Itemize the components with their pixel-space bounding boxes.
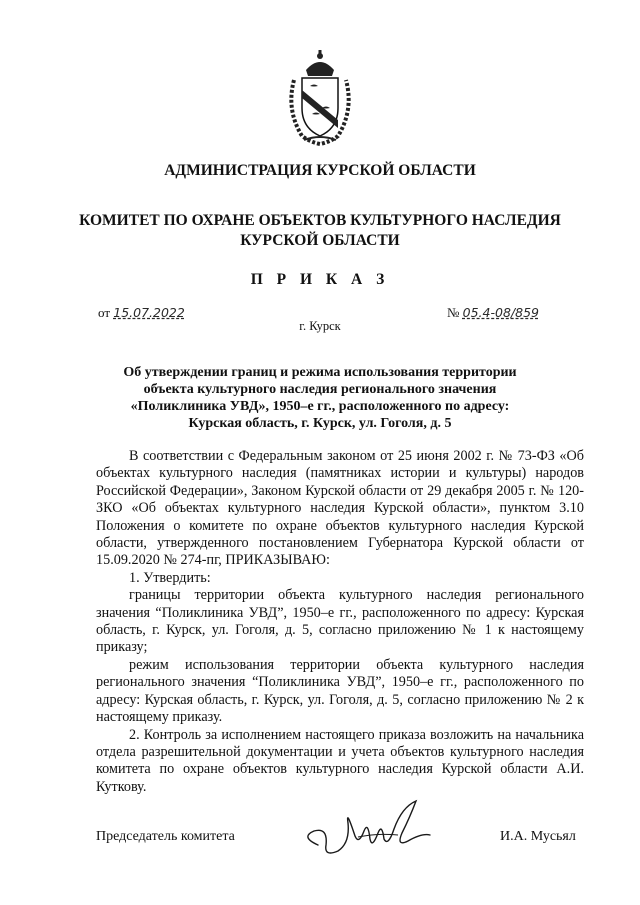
subject-line: Курская область, г. Курск, ул. Гоголя, д. 5 — [188, 416, 452, 431]
body-paragraph: 1. Утвердить: — [129, 569, 211, 586]
administration-title: АДМИНИСТРАЦИЯ КУРСКОЙ ОБЛАСТИ — [164, 162, 476, 179]
number-value: 05.4-08/859 — [462, 305, 539, 320]
date-value: 15.07.2022 — [113, 305, 185, 320]
city-label: г. Курск — [299, 319, 341, 333]
date-prefix: от — [98, 305, 111, 320]
committee-title-line2: КУРСКОЙ ОБЛАСТИ — [240, 232, 400, 249]
signatory-title: Председатель комитета — [96, 829, 235, 844]
body-paragraph: 2. Контроль за исполнением настоящего приказа возложить на начальника отдела разрешительной документации и учета объектов культурного наследия комитета по охране объектов культурного наследия Курской области А.И. Куткову. — [96, 726, 584, 795]
document-type: П Р И К А З — [250, 271, 390, 288]
signatory-name: И.А. Мусьял — [500, 829, 576, 844]
order-body — [96, 448, 584, 796]
subject-line: Об утверждении границ и режима использования территории — [123, 365, 517, 380]
committee-title-line1: КОМИТЕТ ПО ОХРАНЕ ОБЪЕКТОВ КУЛЬТУРНОГО НАСЛЕДИЯ — [79, 212, 561, 229]
number-prefix: № — [447, 305, 460, 320]
body-paragraph: режим использования территории объекта культурного наследия регионального значения “Поликлиника УВД”, 1950–е гг., расположенного по адресу: Курская область, г. Курск, ул. Гоголя, д. 5, согласно приложению № 2 к настоящему приказу. — [96, 656, 584, 726]
coat-of-arms-icon — [284, 50, 356, 146]
committee-title — [0, 211, 640, 251]
subject-line: объекта культурного наследия регионального значения — [143, 382, 497, 397]
order-subject — [95, 364, 545, 432]
body-paragraph: В соответствии с Федеральным законом от 25 июня 2002 г. № 73-ФЗ «Об объектах культурного наследия (памятниках истории и культуры) народов Российской Федерации», Законом Курской области от 29 декабря 2005 г. № 120-ЗКО «Об объектах культурного наследия Курской области», пунктом 3.10 Положения о комитете по охране объектов культурного наследия Курской области, утвержденного постановлением Губернатора Курской области от 15.09.2020 № 274-пг, ПРИКАЗЫВАЮ: — [96, 448, 584, 569]
body-paragraph: границы территории объекта культурного наследия регионального значения “Поликлиника УВД”, 1950–е гг., расположенного по адресу: Курская область, г. Курск, ул. Гоголя, д. 5, согласно приложению № 1 к настоящему приказу; — [96, 587, 584, 656]
subject-line: «Поликлиника УВД», 1950–е гг., расположенного по адресу: — [130, 399, 510, 414]
handwritten-signature-icon — [298, 793, 438, 863]
